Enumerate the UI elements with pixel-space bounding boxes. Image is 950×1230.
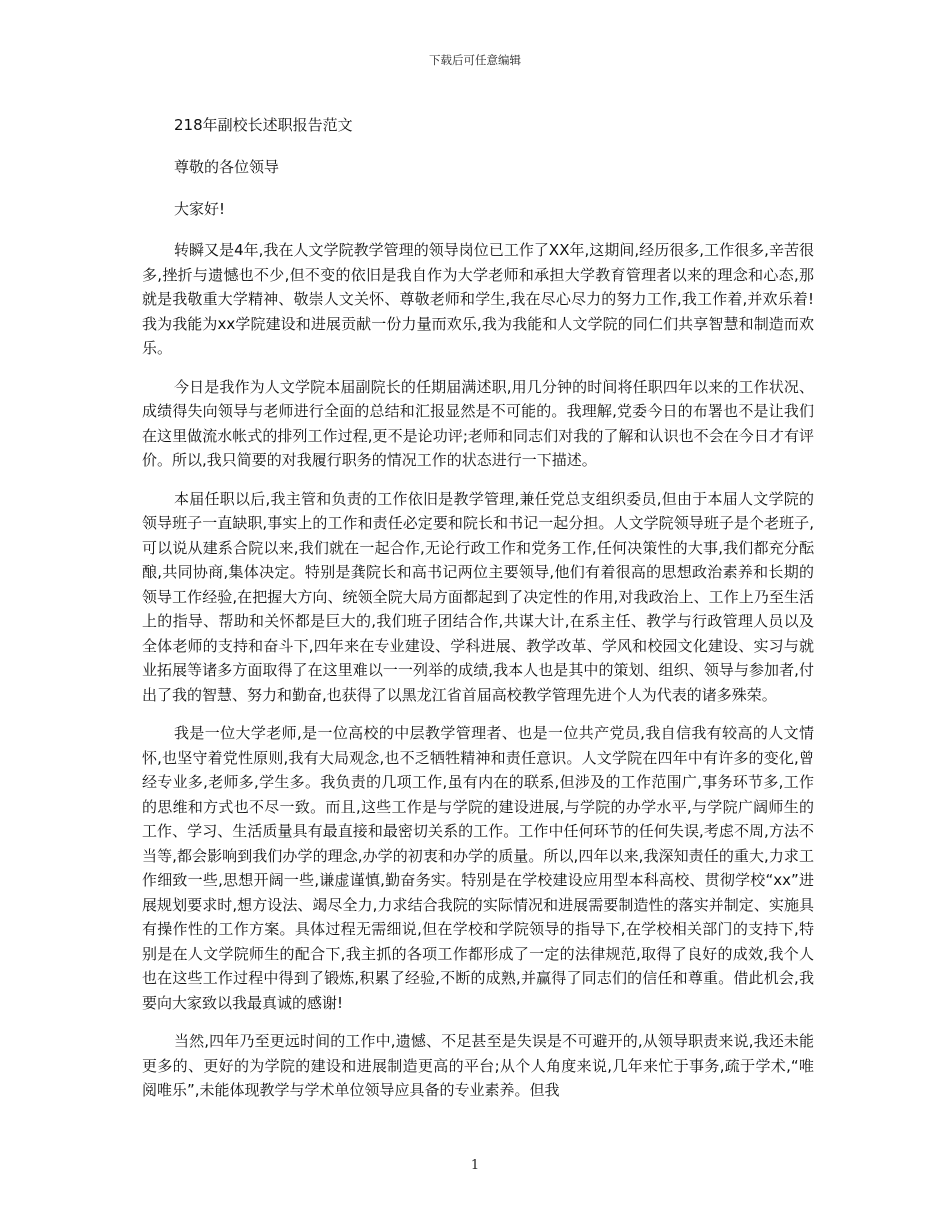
paragraph: 转瞬又是4年,我在人文学院教学管理的领导岗位已工作了XX年,这期间,经历很多,工作很多,辛苦很多,挫折与遗憾也不少,但不变的依旧是我自作为大学老师和承担大学教育管理者以来的理念和心态,那就是我敬重大学精神、敬崇人文关怀、尊敬老师和学生,我在尽心尽力的努力工作,我工作着,并欢乐着!我为我能为xx学院建设和进展贡献一份力量而欢乐,我为我能和人文学院的同仁们共享智慧和制造而欢乐。 [142, 241, 814, 357]
header-note: 下载后可任意编辑 [429, 53, 521, 67]
paragraph: 今日是我作为人文学院本届副院长的任期届满述职,用几分钟的时间将任职四年以来的工作状况、成绩得失向领导与老师进行全面的总结和汇报显然是不可能的。我理解,党委今日的布署也不是让我们在这里做流水帐式的排列工作过程,更不是论功评;老师和同志们对我的了解和认识也不会在今日才有评价。所以,我只简要的对我履行职务的情况工作的状态进行一下描述。 [142, 377, 814, 469]
paragraph: 我是一位大学老师,是一位高校的中层教学管理者、也是一位共产党员,我自信我有较高的人文情怀,也坚守着党性原则,我有大局观念,也不乏牺牲精神和责任意识。人文学院在四年中有许多的变化,曾经专业多,老师多,学生多。我负责的几项工作,虽有内在的联系,但涉及的工作范围广,事务环节多,工作的思维和方式也不尽一致。而且,这些工作是与学院的建设进展,与学院的办学水平,与学院广阔师生的工作、学习、生活质量具有最直接和最密切关系的工作。工作中任何环节的任何失误,考虑不周,方法不当等,都会影响到我们办学的理念,办学的初衷和办学的质量。所以,四年以来,我深知责任的重大,力求工作细致一些,思想开阔一些,谦虚谨慎,勤奋务实。特别是在学校建设应用型本科高校、贯彻学校“xx”进展规划要求时,想方设法、竭尽全力,力求结合我院的实际情况和进展需要制造性的落实并制定、实施具有操作性的工作方案。具体过程无需细说,但在学校和学院领导的指导下,在学校相关部门的支持下,特别是在人文学院师生的配合下,我主抓的各项工作都形成了一定的法律规范,取得了良好的成效,我个人也在这些工作过程中得到了锻炼,积累了经验,不断的成熟,并赢得了同志们的信任和尊重。借此机会,我要向大家致以我最真诚的感谢! [142, 724, 814, 1012]
greeting: 大家好! [174, 200, 226, 218]
paragraph: 本届任职以后,我主管和负责的工作依旧是教学管理,兼任党总支组织委员,但由于本届人文学院的领导班子一直缺职,事实上的工作和责任必定要和院长和书记一起分担。人文学院领导班子是个老班子,可以说从建系合院以来,我们就在一起合作,无论行政工作和党务工作,任何决策性的大事,我们都充分酝酿,共同协商,集体决定。特别是龚院长和高书记两位主要领导,他们有着很高的思想政治素养和长期的领导工作经验,在把握大方向、统领全院大局方面都起到了决定性的作用,对我政治上、工作上乃至生活上的指导、帮助和关怀都是巨大的,我们班子团结合作,共谋大计,在系主任、教学与行政管理人员以及全体老师的支持和奋斗下,四年来在专业建设、学科进展、教学改革、学风和校园文化建设、实习与就业拓展等诸多方面取得了在这里难以一一列举的成绩,我本人也是其中的策划、组织、领导与参加者,付出了我的智慧、努力和勤奋,也获得了以黑龙江省首届高校教学管理先进个人为代表的诸多殊荣。 [142, 489, 814, 704]
paragraph: 当然,四年乃至更远时间的工作中,遗憾、不足甚至是失误是不可避开的,从领导职责来说,我还未能更多的、更好的为学院的建设和进展制造更高的平台;从个人角度来说,几年来忙于事务,疏于学术,“唯阅唯乐”,未能体现教学与学术单位领导应具备的专业素养。但我 [142, 1032, 814, 1099]
document-title: 218年副校长述职报告范文 [174, 116, 353, 134]
page-number: 1 [470, 1158, 480, 1173]
document-body [142, 112, 814, 1117]
salutation: 尊敬的各位领导 [174, 158, 280, 176]
